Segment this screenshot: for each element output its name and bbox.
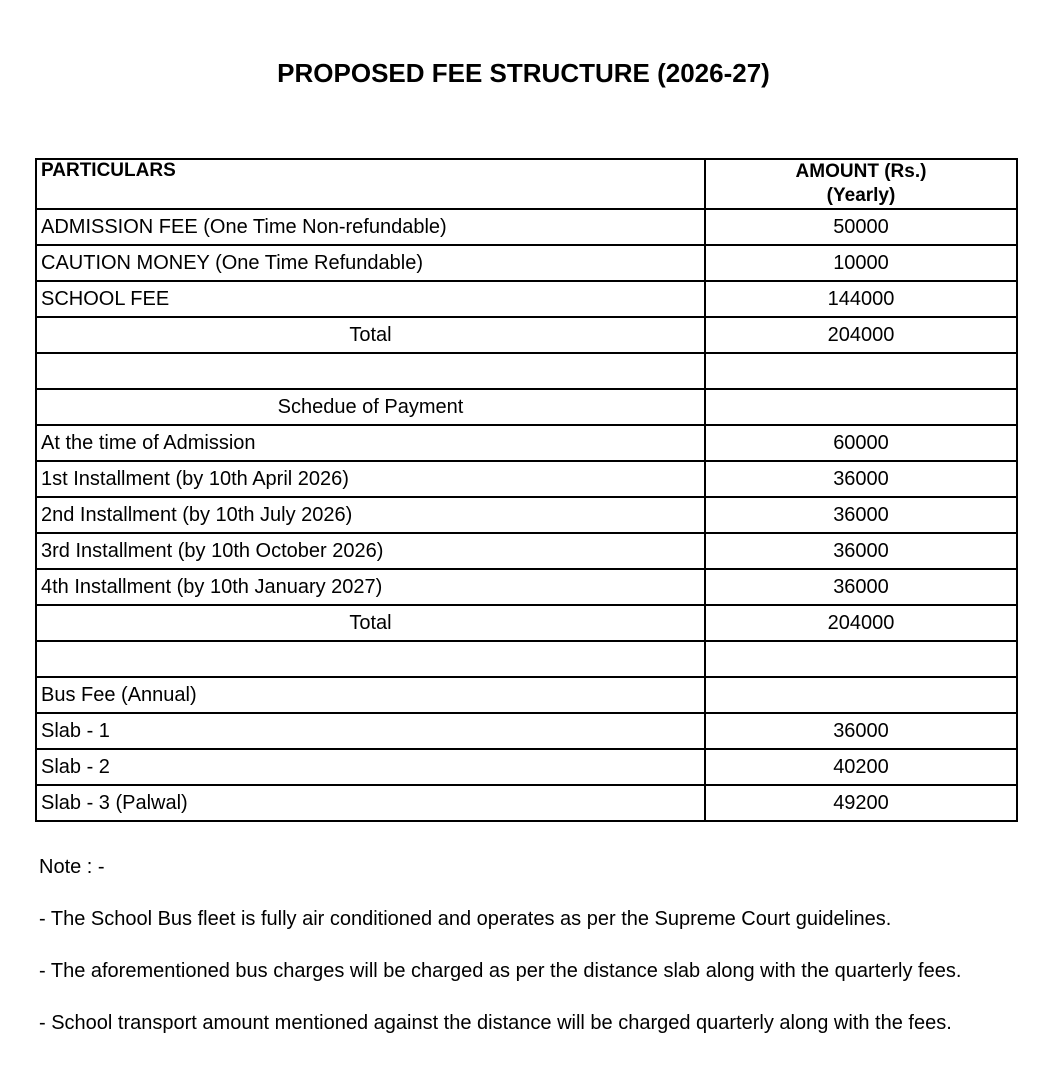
particulars-column-header: PARTICULARS [36, 159, 705, 209]
amount-cell: 204000 [705, 605, 1017, 641]
particulars-cell: ADMISSION FEE (One Time Non-refundable) [36, 209, 705, 245]
table-row [36, 605, 1017, 641]
amount-cell: 50000 [705, 209, 1017, 245]
particulars-cell: SCHOOL FEE [36, 281, 705, 317]
table-row [36, 425, 1017, 461]
amount-cell: 36000 [705, 533, 1017, 569]
notes-section [39, 856, 1019, 1035]
particulars-cell: Bus Fee (Annual) [36, 677, 705, 713]
amount-column-header [705, 159, 1017, 209]
particulars-cell: At the time of Admission [36, 425, 705, 461]
particulars-cell: CAUTION MONEY (One Time Refundable) [36, 245, 705, 281]
fee-table-body [36, 209, 1017, 821]
table-row [36, 641, 1017, 677]
amount-cell: 36000 [705, 461, 1017, 497]
particulars-cell [36, 641, 705, 677]
table-row [36, 533, 1017, 569]
table-row [36, 677, 1017, 713]
amount-cell: 40200 [705, 749, 1017, 785]
table-row [36, 713, 1017, 749]
amount-cell: 144000 [705, 281, 1017, 317]
particulars-cell: Slab - 3 (Palwal) [36, 785, 705, 821]
table-row [36, 749, 1017, 785]
table-header-row [36, 159, 1017, 209]
table-row [36, 461, 1017, 497]
particulars-cell: 2nd Installment (by 10th July 2026) [36, 497, 705, 533]
amount-cell [705, 353, 1017, 389]
table-row [36, 785, 1017, 821]
amount-cell: 204000 [705, 317, 1017, 353]
particulars-cell: Schedue of Payment [36, 389, 705, 425]
table-row [36, 353, 1017, 389]
particulars-cell: Slab - 2 [36, 749, 705, 785]
table-row [36, 209, 1017, 245]
table-row [36, 281, 1017, 317]
amount-cell: 60000 [705, 425, 1017, 461]
amount-cell [705, 389, 1017, 425]
particulars-cell [36, 353, 705, 389]
amount-cell: 49200 [705, 785, 1017, 821]
table-row [36, 317, 1017, 353]
particulars-cell: 4th Installment (by 10th January 2027) [36, 569, 705, 605]
fee-structure-table [35, 158, 1018, 822]
particulars-cell: Slab - 1 [36, 713, 705, 749]
notes-heading: Note : - [39, 856, 105, 878]
note-item: - School transport amount mentioned against the distance will be charged quarterly along with the fees. [39, 1012, 952, 1034]
amount-header-line2: (Yearly) [826, 185, 896, 206]
amount-header-line1: AMOUNT (Rs.) [795, 161, 927, 182]
amount-cell: 36000 [705, 569, 1017, 605]
amount-cell: 36000 [705, 497, 1017, 533]
note-item: - The School Bus fleet is fully air conditioned and operates as per the Supreme Court guidelines. [39, 908, 892, 930]
table-row [36, 245, 1017, 281]
particulars-cell: Total [36, 317, 705, 353]
page-title: PROPOSED FEE STRUCTURE (2026-27) [277, 58, 770, 88]
particulars-cell: 1st Installment (by 10th April 2026) [36, 461, 705, 497]
amount-cell [705, 677, 1017, 713]
table-row [36, 497, 1017, 533]
particulars-cell: Total [36, 605, 705, 641]
table-row [36, 389, 1017, 425]
note-item: - The aforementioned bus charges will be charged as per the distance slab along with the quarterly fees. [39, 960, 962, 982]
amount-cell [705, 641, 1017, 677]
amount-cell: 10000 [705, 245, 1017, 281]
table-row [36, 569, 1017, 605]
amount-cell: 36000 [705, 713, 1017, 749]
particulars-cell: 3rd Installment (by 10th October 2026) [36, 533, 705, 569]
